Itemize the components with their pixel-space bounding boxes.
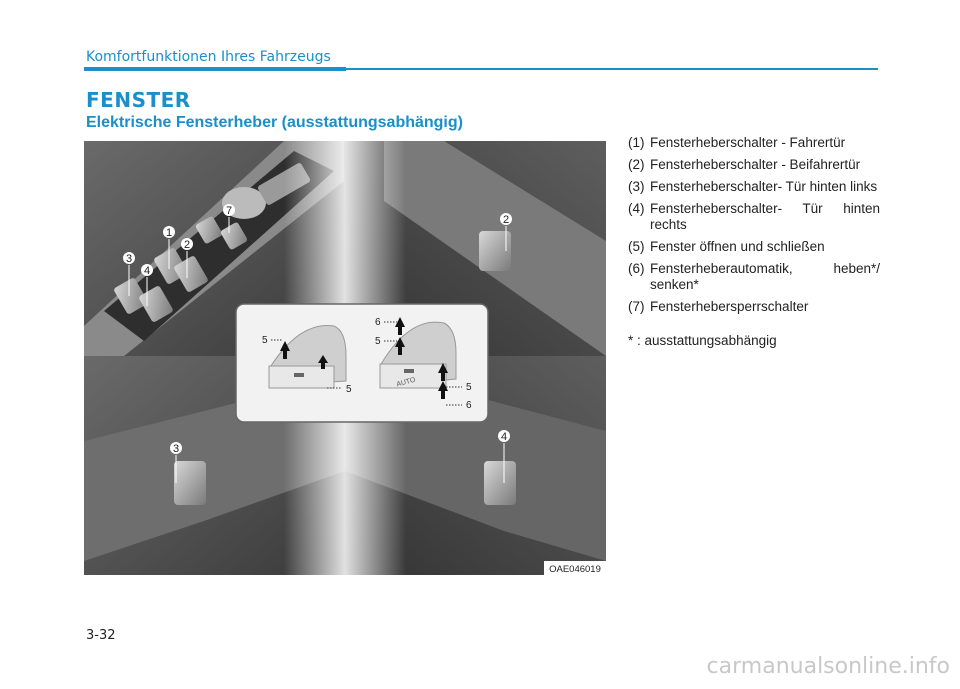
legend-item [628, 299, 880, 315]
legend-num: (7) [628, 299, 645, 314]
legend-text: Fenster öffnen und schließen [650, 239, 825, 254]
callout-7: 7 [225, 205, 233, 217]
legend-text: Fensterheberautomatik, heben*/ senken* [650, 261, 880, 292]
figure-code: OAE046019 [549, 564, 601, 575]
legend-text: Fensterheberschalter - Beifahrertür [650, 157, 861, 172]
legend-item [628, 261, 880, 293]
inset-label-5c: 5 [375, 336, 381, 347]
inset-label-5d: 5 [466, 382, 472, 393]
callout-2: 2 [183, 239, 191, 251]
inset-label-6a: 6 [375, 317, 381, 328]
inset-label-6b: 6 [466, 400, 472, 411]
footnote: * : ausstattungsabhängig [628, 333, 777, 348]
page-number: 3-32 [86, 628, 116, 643]
subtitle: Elektrische Fensterheber (ausstattungsabhängig) [86, 114, 463, 131]
callout-3: 3 [125, 253, 133, 265]
inset-detail [236, 304, 488, 422]
legend-item [628, 201, 880, 233]
legend-text: Fensterheberschalter - Fahrertür [650, 135, 846, 150]
legend-num: (1) [628, 135, 645, 150]
legend-item [628, 135, 880, 151]
header-rule-thick [84, 67, 346, 71]
callout-2-right: 2 [502, 214, 510, 226]
callout-4-lower: 4 [500, 431, 508, 443]
legend-item [628, 239, 880, 255]
auto-label: AUTO [395, 376, 417, 389]
legend-text: Fensterhebersperrschalter [650, 299, 809, 314]
callout-4: 4 [143, 265, 151, 277]
legend-num: (6) [628, 261, 645, 276]
inset-label-5b: 5 [346, 384, 352, 395]
section-header: Komfortfunktionen Ihres Fahrzeugs [86, 49, 331, 65]
section-title: FENSTER [86, 88, 191, 112]
legend-text: Fensterheberschalter- Tür hinten links [650, 179, 878, 194]
legend-num: (4) [628, 201, 645, 216]
legend-num: (2) [628, 157, 645, 172]
inset-label-5a: 5 [262, 335, 268, 346]
legend-item [628, 157, 880, 173]
callout-3-lower: 3 [172, 443, 180, 455]
legend-item [628, 179, 880, 195]
callout-1: 1 [165, 227, 173, 239]
watermark: carmanualsonline.info [706, 654, 950, 679]
legend-text: Fensterheberschalter- Tür hinten rechts [650, 201, 880, 232]
header-rule-thin [346, 68, 878, 70]
legend-num: (5) [628, 239, 645, 254]
window-switch-figure [84, 141, 606, 575]
legend-list [628, 135, 880, 348]
legend-num: (3) [628, 179, 645, 194]
